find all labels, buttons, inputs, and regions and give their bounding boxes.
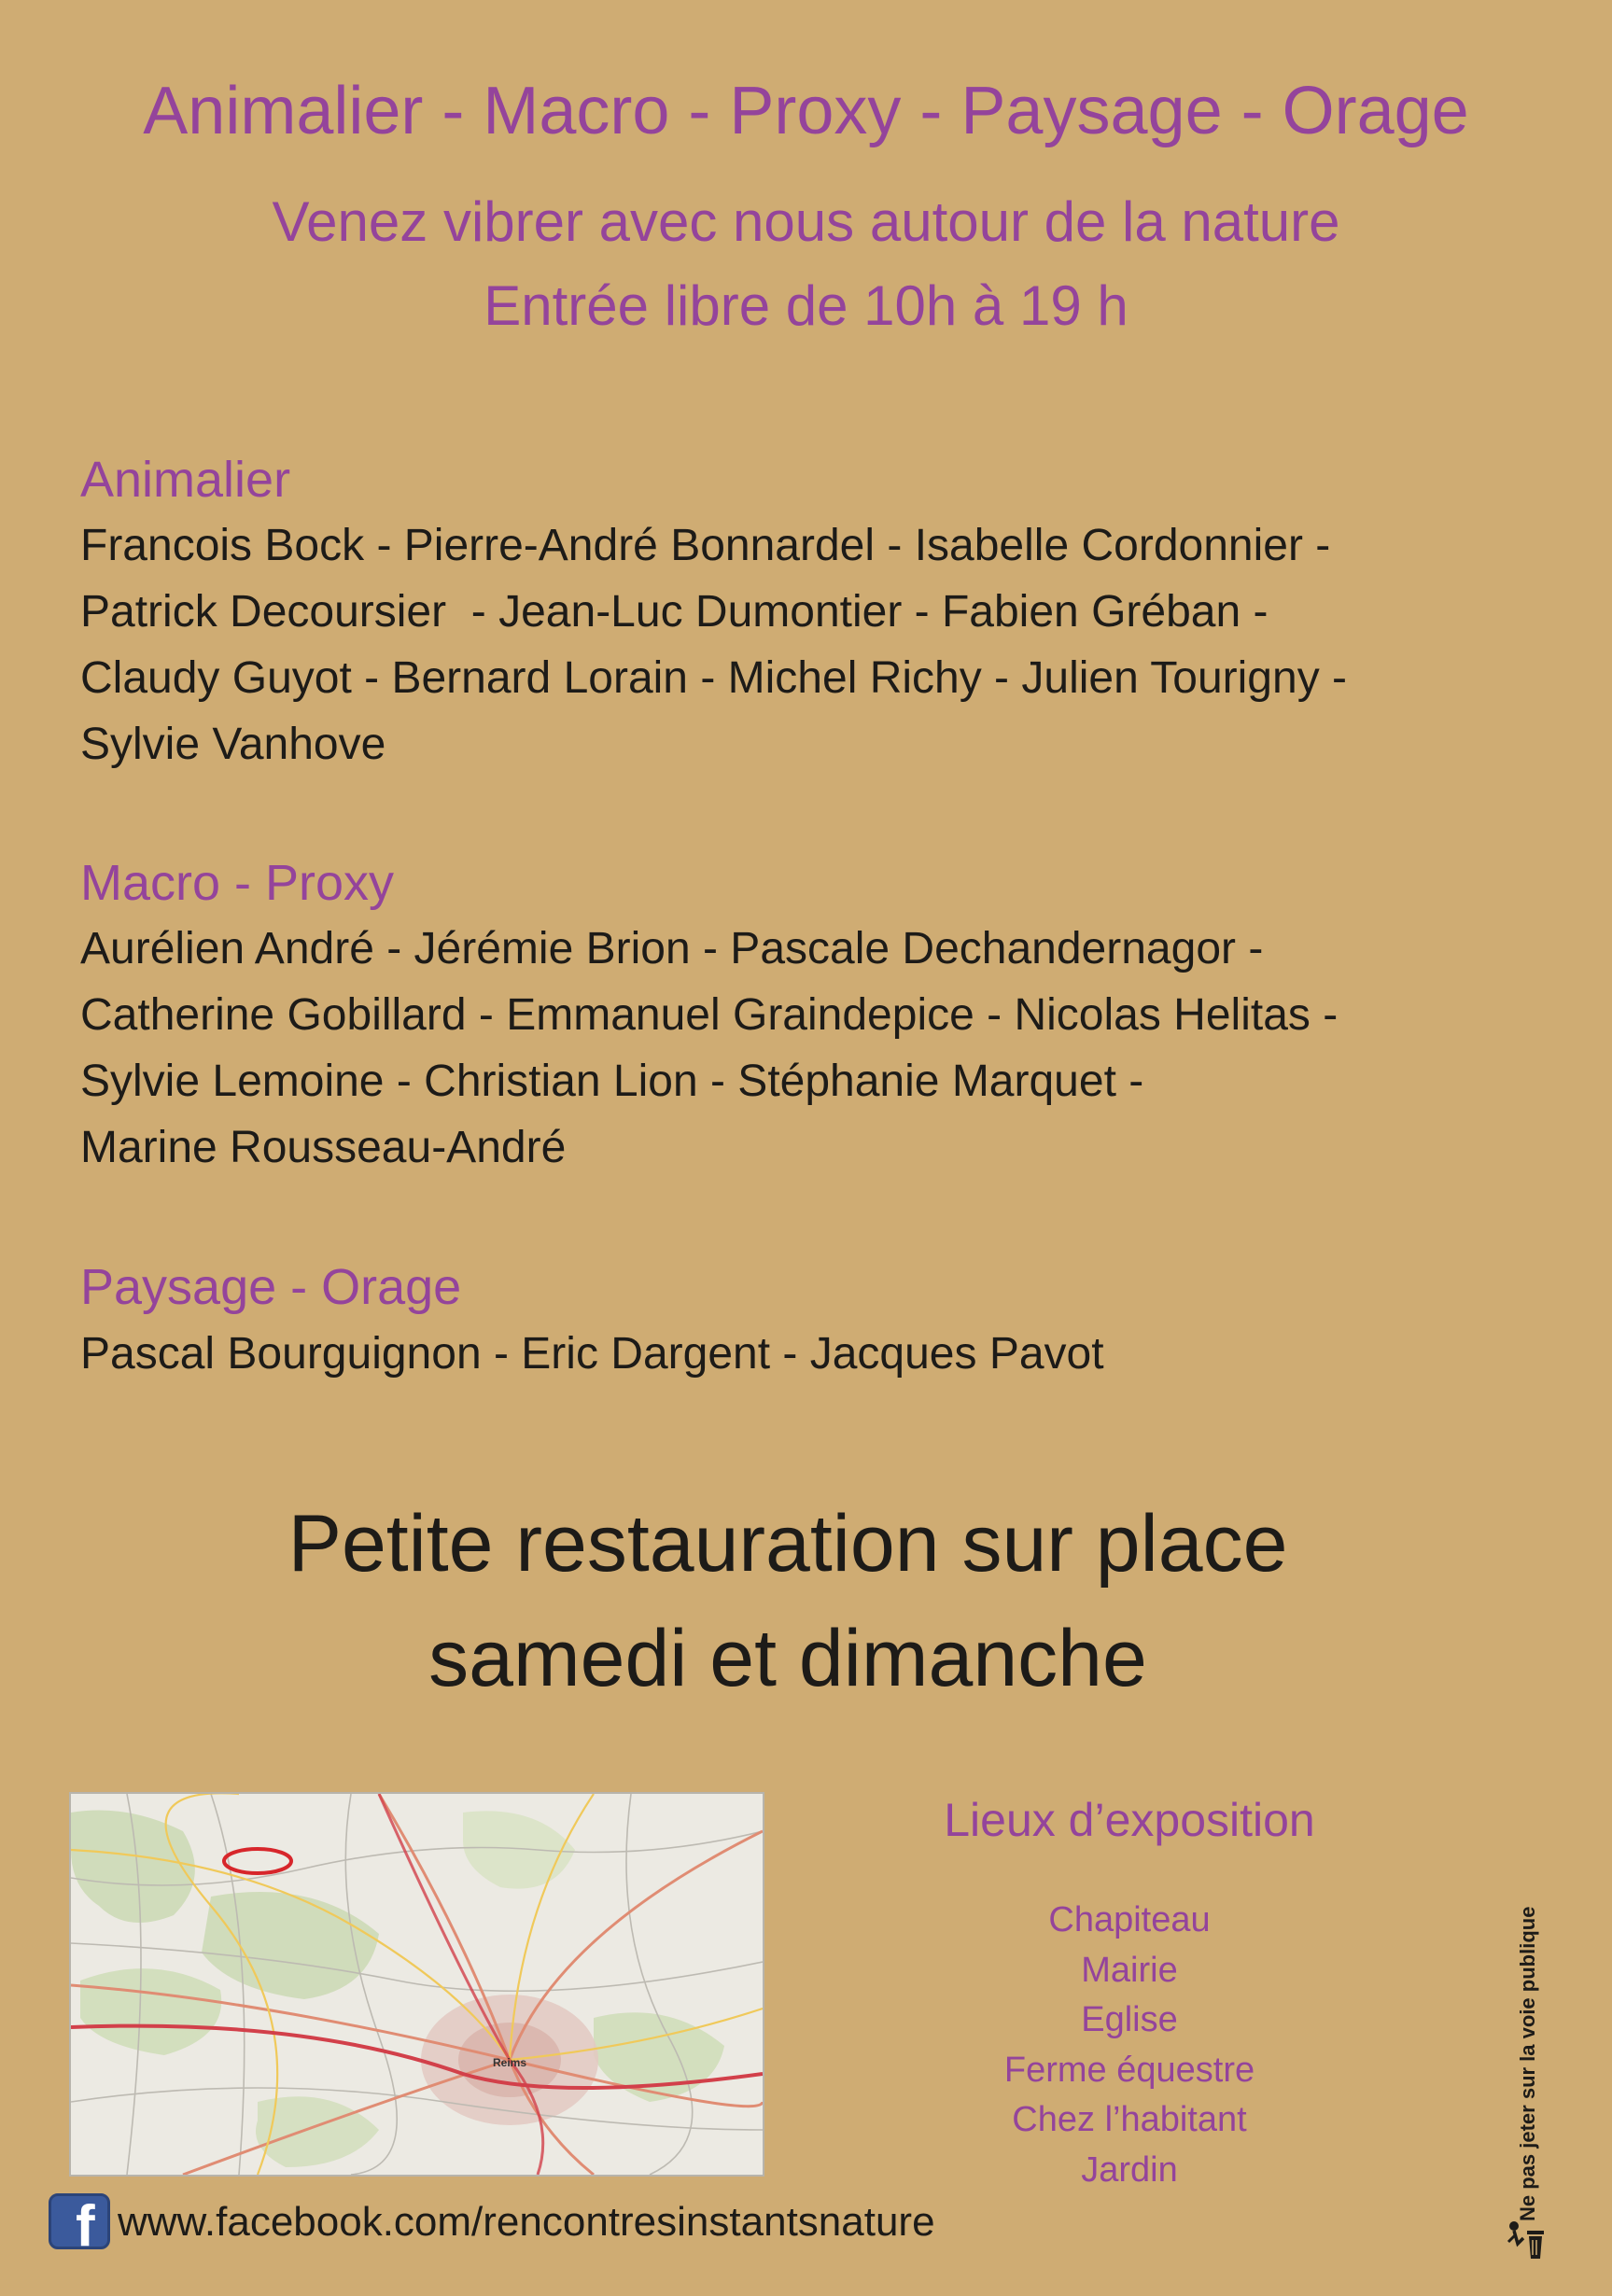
venue-item: Chapiteau <box>1048 1900 1211 1939</box>
section-names-animalier <box>80 512 1536 777</box>
venue-item: Chez l’habitant <box>1012 2100 1247 2139</box>
section-title-animalier: Animalier <box>80 452 291 508</box>
name-line: Patrick Decoursier - Jean-Luc Dumontier - Fabien Gréban - <box>80 587 1269 637</box>
venue-item: Ferme équestre <box>1003 2050 1255 2090</box>
litter-notice: Ne pas jeter sur la voie publique <box>1516 1906 1539 2221</box>
name-line: Francois Bock - Pierre-André Bonnardel - Isabelle Cordonnier - <box>80 521 1331 570</box>
name-line: Sylvie Lemoine - Christian Lion - Stéphanie Marquet - <box>80 1057 1144 1106</box>
facebook-glyph: f <box>76 2194 95 2259</box>
venue-item: Jardin <box>1081 2149 1178 2190</box>
facebook-link[interactable]: www.facebook.com/rencontresinstantsnature <box>118 2199 935 2245</box>
food-line-1: Petite restauration sur place <box>287 1499 1288 1589</box>
section-names-macro-proxy <box>80 916 1536 1181</box>
venues-title: Lieux d’exposition <box>944 1794 1315 1846</box>
headline: Animalier - Macro - Proxy - Paysage - Orage <box>143 74 1469 148</box>
name-line: Aurélien André - Jérémie Brion - Pascale Dechandernagor - <box>80 924 1264 973</box>
venue-item: Eglise <box>1081 2000 1178 2039</box>
section-title-macro-proxy: Macro - Proxy <box>80 855 395 911</box>
name-line: Marine Rousseau-André <box>80 1123 567 1172</box>
opening-hours: Entrée libre de 10h à 19 h <box>484 274 1128 337</box>
venues-list <box>868 1896 1391 2195</box>
name-line: Claudy Guyot - Bernard Lorain - Michel Richy - Julien Tourigny - <box>80 653 1348 703</box>
facebook-icon[interactable] <box>49 2193 110 2259</box>
name-line: Sylvie Vanhove <box>80 720 386 769</box>
section-title-paysage-orage: Paysage - Orage <box>80 1259 462 1315</box>
name-line: Pascal Bourguignon - Eric Dargent - Jacques Pavot <box>80 1329 1104 1379</box>
location-map <box>69 1792 764 2177</box>
food-line-2: samedi et dimanche <box>428 1614 1147 1703</box>
trash-bin-icon <box>1505 2218 1549 2261</box>
map-city-label: Reims <box>493 2056 527 2069</box>
section-names-paysage-orage <box>80 1321 1536 1387</box>
venue-item: Mairie <box>1081 1950 1178 1990</box>
name-line: Catherine Gobillard - Emmanuel Graindepice - Nicolas Helitas - <box>80 990 1339 1040</box>
tagline: Venez vibrer avec nous autour de la nature <box>272 190 1340 253</box>
